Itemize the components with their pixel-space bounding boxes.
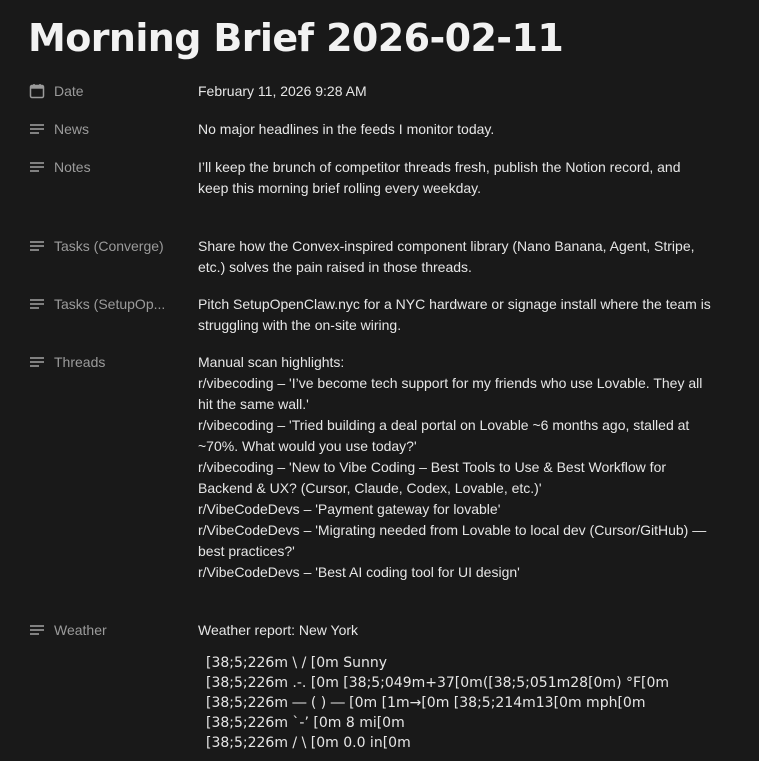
text-lines-icon	[28, 295, 46, 313]
property-label-text: Weather	[54, 622, 107, 638]
property-label-text: Threads	[54, 354, 106, 370]
calendar-icon	[28, 82, 46, 100]
property-value-news[interactable]: No major headlines in the feeds I monitor today.	[198, 121, 495, 137]
weather-ascii-block: [38;5;226m \ / [0m Sunny [38;5;226m .-. [0m [38;5;049m+37[0m([38;5;051m28[0m) °F[0m [38;5;226m ― ( ) ― [0m [1m→[0m [38;5;214m13[0m mph[0m [38;5;226m `-’ [0m 8 mi[0m [38;5;226m / \ [0m 0.0 in[0m	[206, 655, 670, 751]
text-lines-icon	[28, 158, 46, 176]
property-value-notes[interactable]: I’ll keep the brunch of competitor threads fresh, publish the Notion record, and keep this morning brief rolling every weekday.	[198, 159, 681, 196]
text-lines-icon	[28, 120, 46, 138]
property-value-date[interactable]: February 11, 2026 9:28 AM	[198, 83, 367, 99]
property-value-tasks-setup[interactable]: Pitch SetupOpenClaw.nyc for a NYC hardware or signage install where the team is struggling with the on-site wiring.	[198, 296, 711, 333]
property-label-threads[interactable]	[28, 351, 188, 373]
property-label-notes[interactable]	[28, 156, 188, 178]
property-label-text: Tasks (Converge)	[54, 238, 164, 254]
property-label-news[interactable]	[28, 118, 188, 140]
property-label-text: Tasks (SetupOp...	[54, 296, 166, 312]
property-label-text: Notes	[54, 159, 91, 175]
property-label-date[interactable]	[28, 80, 188, 102]
text-lines-icon	[28, 237, 46, 255]
property-label-tasks-converge[interactable]	[28, 235, 188, 257]
page-title[interactable]: Morning Brief 2026-02-11	[28, 16, 564, 60]
property-value-weather[interactable]: Weather report: New York [38;5;226m \ / [0m Sunny [38;5;226m .-. [0m [38;5;049m+37[0m([38;5;051m28[0m) °F[0m [38;5;226m ― ( ) ― [0m [1m→[0m [38;5;214m13[0m mph[0m [38;5;226m `-’ [0m 8 mi[0m [38;5;226m / \ [0m 0.0 in[0m	[198, 620, 738, 753]
text-lines-icon	[28, 353, 46, 371]
property-value-tasks-converge[interactable]: Share how the Convex-inspired component library (Nano Banana, Agent, Stripe, etc.) solves the pain raised in those threads.	[198, 238, 695, 275]
property-label-weather[interactable]	[28, 619, 188, 641]
property-label-text: Date	[54, 83, 84, 99]
property-label-text: News	[54, 121, 90, 137]
property-label-tasks-setup[interactable]	[28, 293, 188, 315]
property-value-threads[interactable]: Manual scan highlights: r/vibecoding – 'I’ve become tech support for my friends who use Lovable. They all hit the same wall.' r/vibecoding – 'Tried building a deal portal on Lovable ~6 months ago, stalled at ~70%. What would you use today?' r/vibecoding – 'New to Vibe Coding – Best Tools to Use & Best Workflow for Backend & UX? (Cursor, Claude, Codex, Lovable, etc.)' r/VibeCodeDevs – 'Payment gateway for lovable' r/VibeCodeDevs – 'Migrating needed from Lovable to local dev (Cursor/GitHub) — best practices?' r/VibeCodeDevs – 'Best AI coding tool for UI design'	[198, 354, 707, 580]
text-lines-icon	[28, 621, 46, 639]
